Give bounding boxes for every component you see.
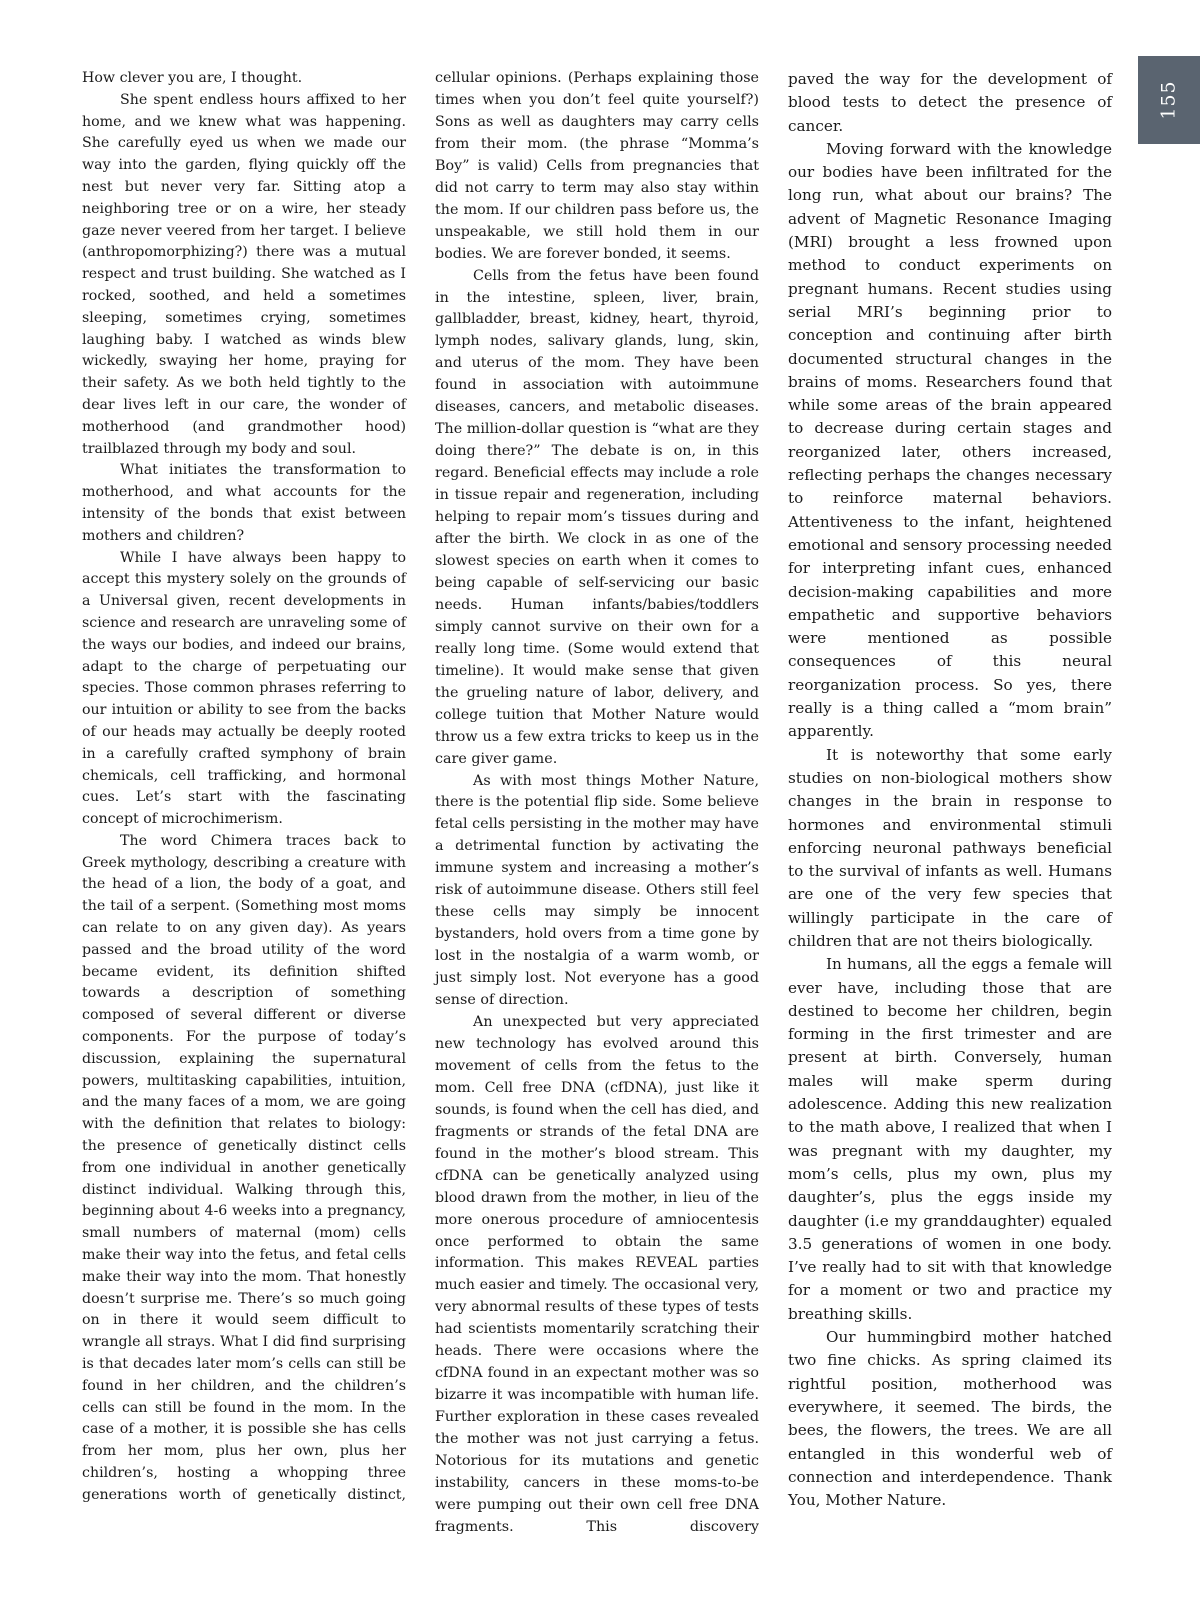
paragraph: Cells from the fetus have been found in the intestine, spleen, liver, brain, gallbladder, breast, kidney, heart, thyroid, lymph nodes, salivary glands, lung, skin, and uterus of the mom. They have been found in association with autoimmune diseases, cancers, and metabolic diseases. The million-dollar question is “what are they doing there?” The debate is on, in this regard. Beneficial effects may include a role in tissue repair and regeneration, including helping to repair mom’s tissues during and after the birth. We clock in as one of the slowest species on earth when it comes to being capable of self-servicing our basic needs. Human infants/babies/toddlers simply cannot survive on their own for a really long time. (Some would extend that timeline). It would make sense that given the grueling nature of labor, delivery, and college tuition that Mother Nature would throw us a few extra tricks to keep us in the care giver game. — [435, 267, 759, 767]
page-number: 155 — [1157, 80, 1180, 120]
paragraph: Moving forward with the knowledge our bodies have been infiltrated for the long run, what about our brains? The advent of Magnetic Resonance Imaging (MRI) brought a less frowned upon method to conduct experiments on pregnant humans. Recent studies using serial MRI’s beginning prior to conception and continuing after birth documented structural changes in the brains of moms. Researchers found that while some areas of the brain appeared to decrease during certain stages and reorganized later, others increased, reflecting perhaps the changes necessary to reinforce maternal behaviors. Attentiveness to the infant, heightened emotional and sensory processing needed for interpreting infant cues, enhanced decision-making capabilities and more empathetic and supportive behaviors were mentioned as possible consequences of this neural reorganization process. So yes, there really is a thing called a “mom brain” apparently. — [788, 139, 1112, 741]
paragraph: An unexpected but very appreciated new technology has evolved around this movement of cells from the fetus to the mom. Cell free DNA (cfDNA), just like it sounds, is found when the cell has died, and fragments or strands of the fetal DNA are found in the mother’s blood stream. This cfDNA can be genetically analyzed using blood drawn from the mother, in lieu of the more onerous procedure of amniocentesis once performed to obtain the same information. This makes REVEAL parties much easier and timely. The occasional very, very abnormal results of these types of tests had scientists momentarily scratching their heads. There were occasions where the cfDNA found in an expectant mother was so bizarre it was incompatible with human life. Further exploration in these cases revealed the mother was not just carrying a fetus. Notorious for its mutations and genetic instability, cancers in these moms-to-be were pumping out their own cell free DNA fragments. This discovery — [435, 1013, 759, 1535]
paragraph: While I have always been happy to accept this mystery solely on the grounds of a Universal given, recent developments in science and research are unraveling some of the ways our bodies, and indeed our brains, adapt to the charge of perpetuating our species. Those common phrases referring to our intuition or ability to see from the backs of our heads may actually be deeply rooted in a carefully crafted symphony of brain chemicals, cell trafficking, and hormonal cues. Let’s start with the fascinating concept of microchimerism. — [82, 549, 406, 828]
paragraph: paved the way for the development of blood tests to detect the presence of cancer. — [788, 70, 1112, 135]
paragraph: cellular opinions. (Perhaps explaining those times when you don’t feel quite yourself?) Sons as well as daughters may carry cells from their mom. (the phrase “Momma’s Boy” is valid) Cells from pregnancies that did not carry to term may also stay within the mom. If our children pass before us, the unspeakable, we still hold them in our bodies. We are forever bonded, it seems. — [435, 70, 759, 262]
paragraph: How clever you are, I thought. — [82, 70, 303, 86]
paragraph: Our hummingbird mother hatched two fine chicks. As spring claimed its rightful position, motherhood was everywhere, it seemed. The birds, the bees, the flowers, the trees. We are all entangled in this wonderful web of connection and interdependence. Thank You, Mother Nature. — [788, 1328, 1112, 1510]
paragraph: What initiates the transformation to motherhood, and what accounts for the intensity of the bonds that exist between mothers and children? — [82, 462, 406, 544]
paragraph: She spent endless hours affixed to her home, and we knew what was happening. She carefully eyed us when we made our way into the garden, flying quickly off the nest but never very far. Sitting atop a neighboring tree or on a wire, her steady gaze never veered from her target. I believe (anthropomorphizing?) there was a mutual respect and trust building. She watched as I rocked, soothed, and held a sometimes sleeping, sometimes crying, sometimes laughing baby. I watched as winds blew wickedly, swaying her home, praying for their safety. As we both held tightly to the dear lives left in our care, the wonder of motherhood (and grandmother hood) trailblazed through my body and soul. — [82, 91, 406, 457]
page-number-tab — [1138, 56, 1200, 144]
text-column-3 — [788, 68, 1112, 1512]
paragraph: The word Chimera traces back to Greek mythology, describing a creature with the head of a lion, the body of a goat, and the tail of a serpent. (Something most moms can relate to on any given day). As years passed and the broad utility of the word became evident, its definition shifted towards a description of something composed of several different or diverse components. For the purpose of today’s discussion, explaining the supernatural powers, multitasking capabilities, intuition, and the many faces of a mom, we are going with the definition that relates to biology: the presence of genetically distinct cells from one individual in another genetically distinct individual. Walking through this, beginning about 4-6 weeks into a pregnancy, small numbers of maternal (mom) cells make their way into the fetus, and fetal cells make their way into the mom. That honestly doesn’t surprise me. There’s so much going on in there it would seem difficult to wrangle all strays. What I did find surprising is that decades later mom’s cells can still be found in her children, and the children’s cells can still be found in the mom. In the case of a mother, it is possible she has cells from her mom, plus her own, plus her children’s, hosting a whopping three generations worth of genetically distinct, — [82, 832, 406, 1503]
paragraph: It is noteworthy that some early studies on non-biological mothers show changes in the brain in response to hormones and environmental stimuli enforcing neuronal pathways beneficial to the survival of infants as well. Humans are one of the very few species that willingly participate in the care of children that are not theirs biologically. — [788, 745, 1112, 950]
text-column-1 — [82, 68, 406, 1507]
paragraph: In humans, all the eggs a female will ever have, including those that are destined to become her children, begin forming in the first trimester and are present at birth. Conversely, human males will make sperm during adolescence. Adding this new realization to the math above, I realized that when I was pregnant with my daughter, my mom’s cells, plus my own, plus my daughter’s, plus the eggs inside my daughter (i.e my granddaughter) equaled 3.5 generations of women in one body. I’ve really had to sit with that knowledge for a moment or two and practice my breathing skills. — [788, 955, 1112, 1323]
text-column-2 — [435, 68, 759, 1539]
paragraph: As with most things Mother Nature, there is the potential flip side. Some believe fetal cells persisting in the mother may have a detrimental function by activating the immune system and increasing a mother’s risk of autoimmune disease. Others still feel these cells may simply be innocent bystanders, hold overs from a time gone by lost in the nostalgia of a warm womb, or just simply lost. Not everyone has a good sense of direction. — [435, 772, 759, 1009]
